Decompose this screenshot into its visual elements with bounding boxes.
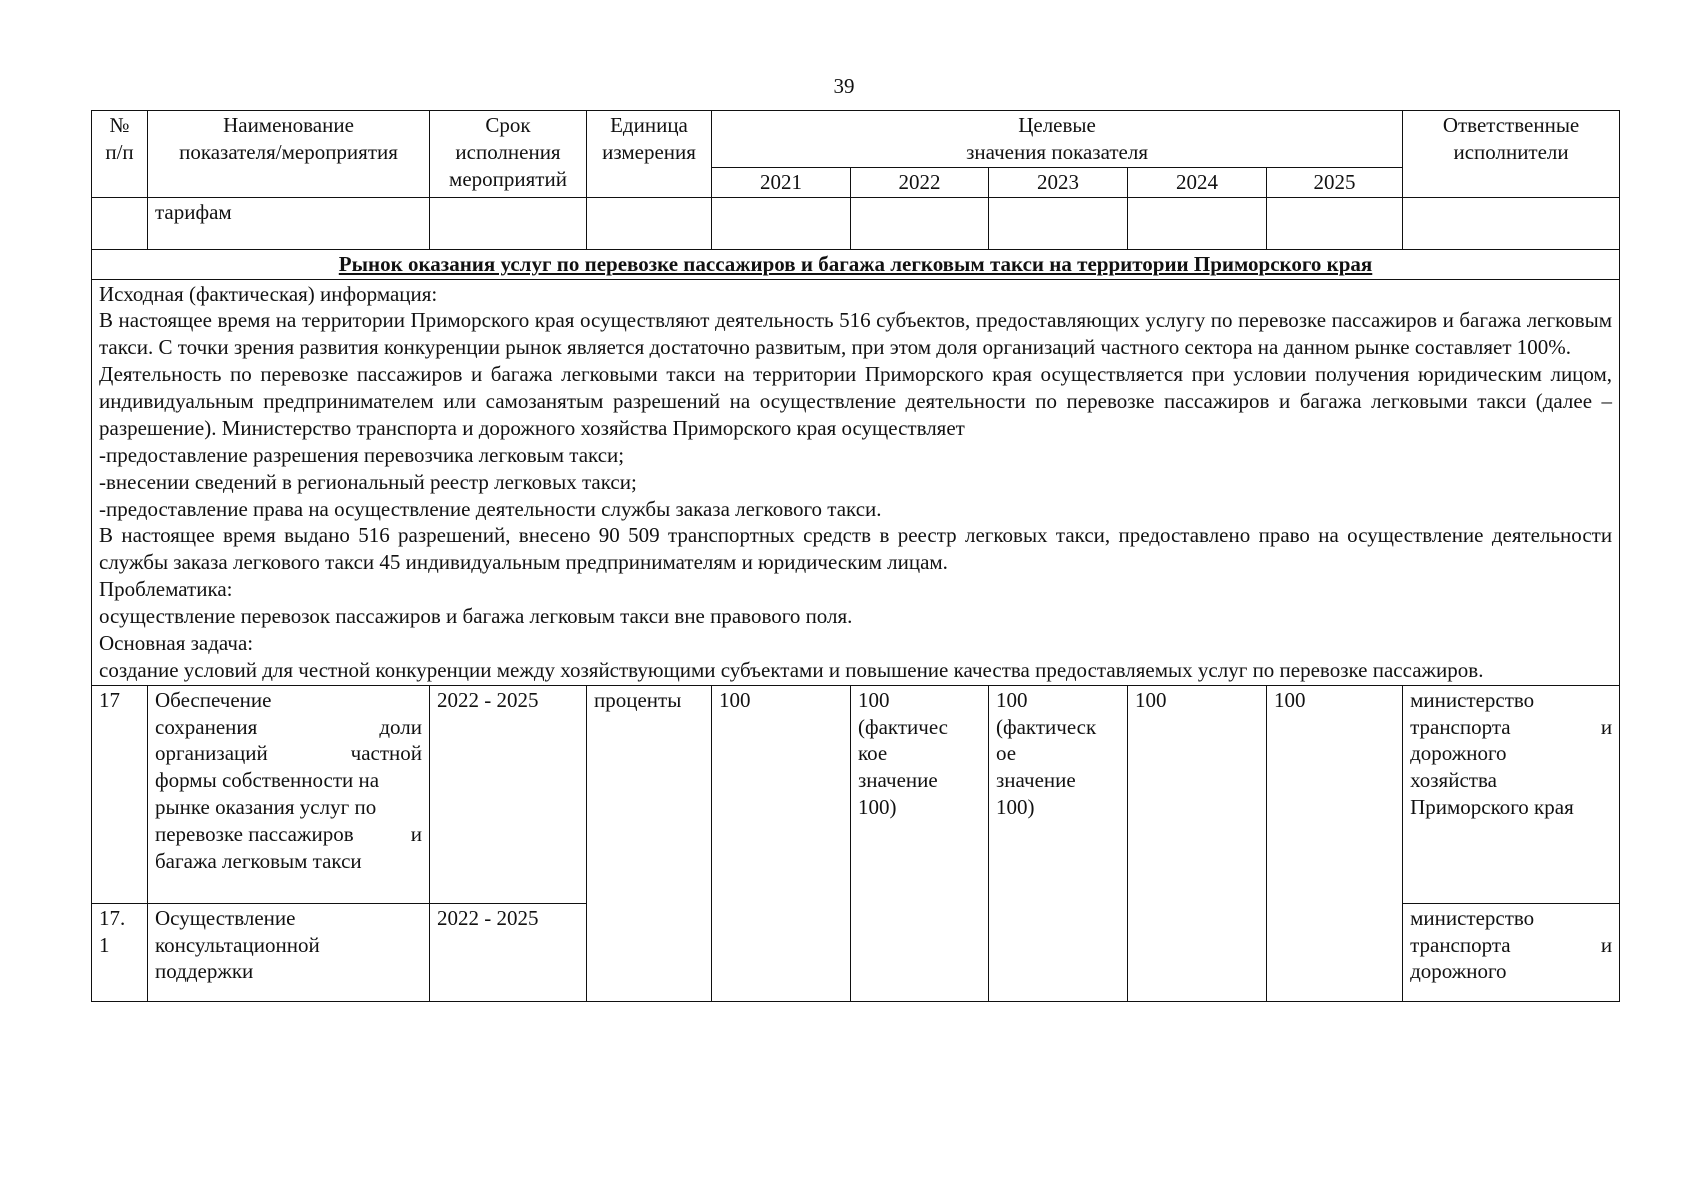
year-header: 2025 <box>1267 167 1403 197</box>
header-targets: Целевые значения показателя <box>712 111 1403 168</box>
indicator-name: Обеспечение сохранения доли организаций частной формы собственности на рынке оказания услуг по перевозке пассажиров и багажа легковым такси <box>148 685 430 903</box>
measure-name: Осуществление консультационной поддержки <box>148 903 430 1001</box>
value-2021: 100 <box>712 685 851 1001</box>
info-heading: Исходная (фактическая) информация: <box>99 281 438 306</box>
table-row <box>92 685 1620 903</box>
task-text: создание условий для честной конкуренции между хозяйствующими субъектами и повышение качества предоставляемых услуг по перевозке пассажиров. <box>99 657 1484 682</box>
info-paragraph: Деятельность по перевозке пассажиров и багажа легковыми такси на территории Приморского края осуществляется при условии получения юридическим лицом, индивидуальным предпринимателем или самозанятым разрешений на осуществление деятельности по перевозке пассажиров и багажа легковыми такси (далее – разрешение). Министерство транспорта и дорожного хозяйства Приморского края осуществляет <box>99 362 1613 440</box>
info-paragraph: В настоящее время на территории Приморского края осуществляют деятельность 516 субъектов, предоставляющих услугу по перевозке пассажиров и багажа легковым такси. С точки зрения развития конкуренции рынок является достаточно развитым, при этом доля организаций частного сектора на данном рынке составляет 100%. <box>99 308 1613 360</box>
unit-cell: проценты <box>587 685 712 1001</box>
value-2024: 100 <box>1128 685 1267 1001</box>
year-header: 2023 <box>989 167 1128 197</box>
task-heading: Основная задача: <box>99 630 254 655</box>
responsible-cell: министерство транспорта и дорожного хозяйства Приморского края <box>1403 685 1620 903</box>
info-list-item: -внесении сведений в региональный реестр легковых такси; <box>99 469 637 494</box>
row-number: 17 <box>92 685 148 903</box>
info-paragraph: В настоящее время выдано 516 разрешений, внесено 90 509 транспортных средств в реестр легковых такси, предоставлено право на осуществление деятельности службы заказа легкового такси 45 индивидуальным предпринимателям и юридическим лицам. <box>99 523 1613 575</box>
info-block <box>92 279 1620 685</box>
value-2025: 100 <box>1267 685 1403 1001</box>
header-deadline: Срок исполнения мероприятий <box>430 111 587 198</box>
problem-heading: Проблематика: <box>99 577 233 602</box>
row-number: 17. 1 <box>92 903 148 1001</box>
year-header: 2024 <box>1128 167 1267 197</box>
year-header: 2022 <box>851 167 989 197</box>
header-responsible: Ответственные исполнители <box>1403 111 1620 198</box>
indicators-table <box>91 110 1620 1002</box>
info-list-item: -предоставление разрешения перевозчика легковым такси; <box>99 442 625 467</box>
responsible-cell: министерство транспорта и дорожного <box>1403 903 1620 1001</box>
info-list-item: -предоставление права на осуществление деятельности службы заказа легкового такси. <box>99 496 882 521</box>
value-2022: 100 (фактичес кое значение 100) <box>851 685 989 1001</box>
deadline-cell: 2022 - 2025 <box>430 903 587 1001</box>
header-num: № п/п <box>92 111 148 198</box>
table-row <box>92 197 1620 249</box>
header-row <box>92 111 1620 168</box>
page-number: 39 <box>833 74 855 98</box>
deadline-cell: 2022 - 2025 <box>430 685 587 903</box>
info-row <box>92 279 1620 685</box>
value-2023: 100 (фактическ ое значение 100) <box>989 685 1128 1001</box>
section-title: Рынок оказания услуг по перевозке пассажиров и багажа легковым такси на территории Приморского края <box>92 249 1620 279</box>
section-title-row <box>92 249 1620 279</box>
problem-text: осуществление перевозок пассажиров и багажа легковым такси вне правового поля. <box>99 604 853 628</box>
header-unit: Единица измерения <box>587 111 712 198</box>
continuation-cell: тарифам <box>148 197 430 249</box>
header-name: Наименование показателя/мероприятия <box>148 111 430 198</box>
year-header: 2021 <box>712 167 851 197</box>
